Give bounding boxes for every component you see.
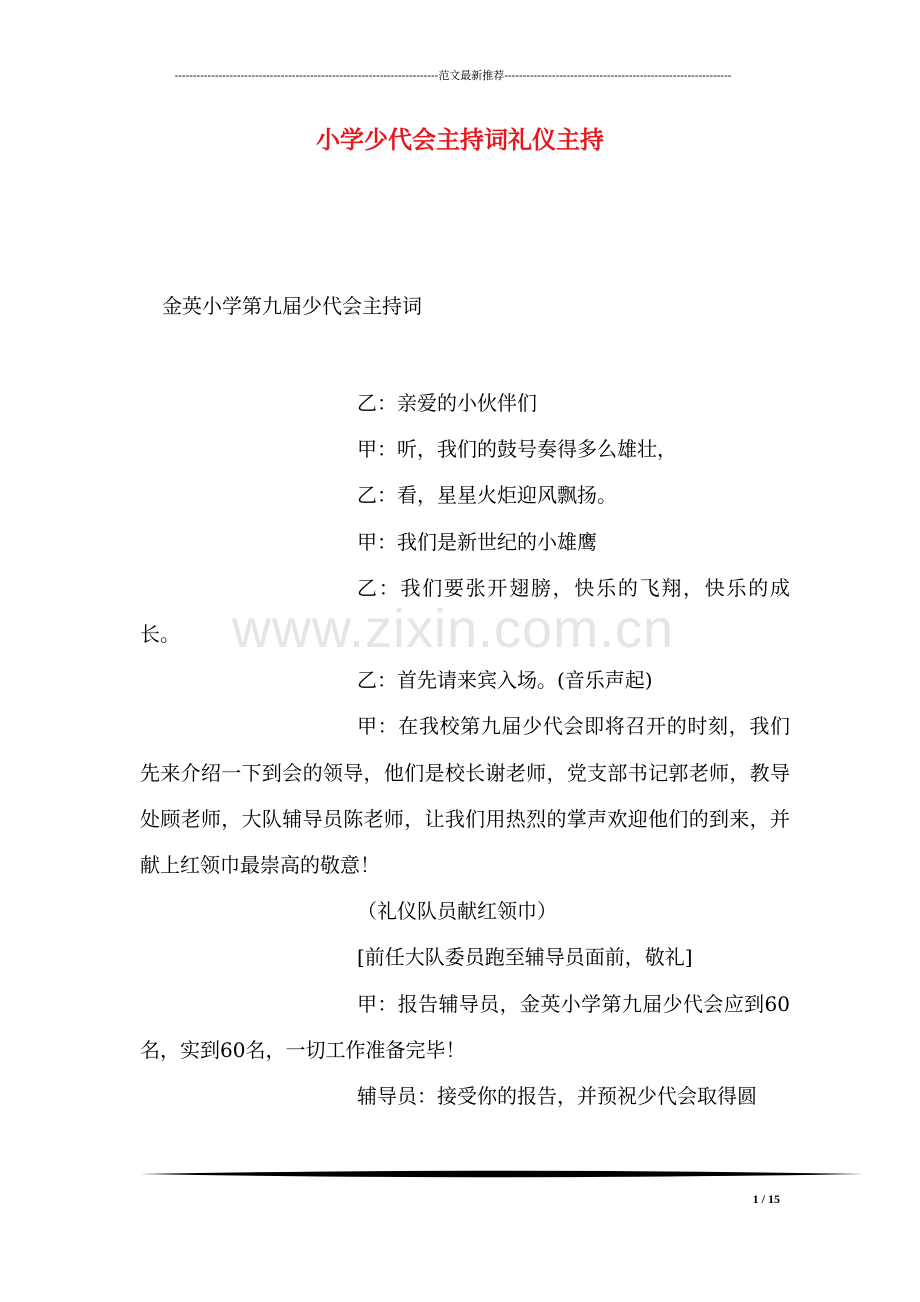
paragraph: 甲：听，我们的鼓号奏得多么雄壮， <box>357 437 677 462</box>
paragraph: 甲：我们是新世纪的小雄鹰 <box>357 529 597 554</box>
paragraph: 甲：在我校第九届少代会即将召开的时刻，我们先来介绍一下到会的领导，他们是校长谢老师，党支部书记郭老师，教导处顾老师，大队辅导员陈老师，让我们用热烈的掌声欢迎他们的到来，并献上红领巾最崇高的敬意！ <box>140 714 790 878</box>
header-label: 范文最新推荐 <box>438 70 505 82</box>
paragraph: 乙：首先请来宾入场。(音乐声起) <box>357 668 653 693</box>
paragraph: 甲：报告辅导员，金英小学第九届少代会应到60名，实到60名，一切工作准备完毕！ <box>140 991 790 1062</box>
document-title: 小学少代会主持词礼仪主持 <box>316 126 604 154</box>
paragraph: 乙：我们要张开翅膀，快乐的飞翔，快乐的成长。 <box>140 575 790 647</box>
paragraph: 乙：看，星星火炬迎风飘扬。 <box>357 483 617 508</box>
paragraph: 乙：亲爱的小伙伴们 <box>357 391 537 415</box>
footer-rule <box>140 1170 864 1178</box>
paragraph: （礼仪队员献红领巾） <box>357 899 557 924</box>
paragraph: 辅导员：接受你的报告，并预祝少代会取得圆 <box>357 1084 757 1109</box>
paragraph: [前任大队委员跑至辅导员面前，敬礼] <box>357 945 693 970</box>
watermark: www.zixin.com.cn <box>232 599 675 659</box>
header-dashes-right: -------------------------------------------------------------- <box>504 70 732 82</box>
document-subtitle: 金英小学第九届少代会主持词 <box>162 294 422 318</box>
header-dashes-left: ------------------------------------------------------------------------ <box>174 70 439 82</box>
header-line <box>140 68 766 84</box>
document-body <box>140 380 790 1119</box>
page-number: 1 / 15 <box>752 1192 780 1206</box>
